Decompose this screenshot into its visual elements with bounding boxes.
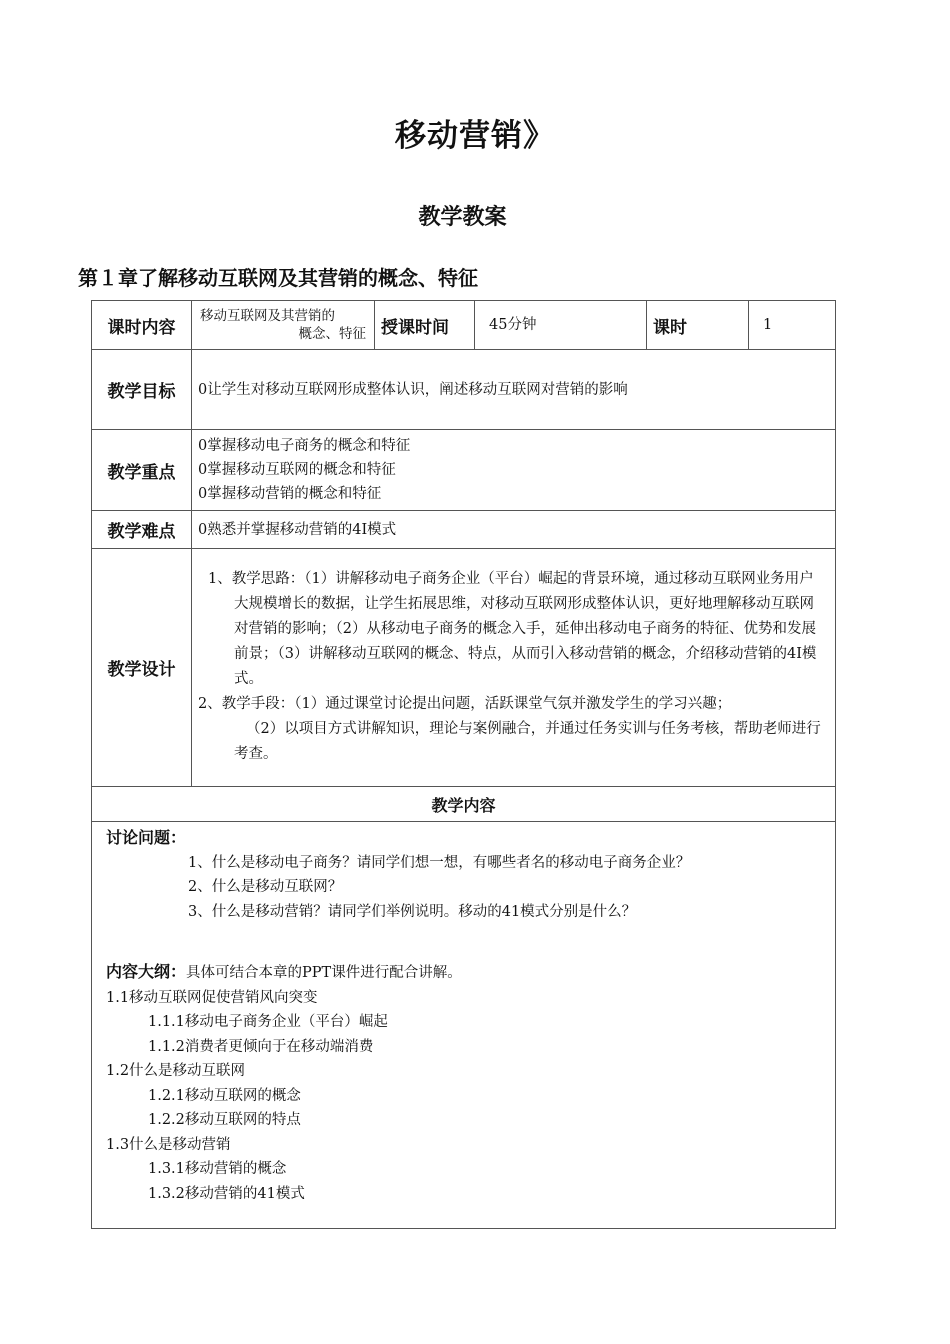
design-paragraph-2-first: 2、教学手段：（1）通过课堂讨论提出问题，活跃课堂气氛并激发学生的学习兴趣； — [198, 696, 732, 712]
outline-section: 1.1移动互联网促使营销风向突变 — [106, 989, 318, 1006]
design-paragraph-1: 1、教学思路：（1）讲解移动电子商务企业（平台）崛起的背景环境，通过移动互联网业务用户大规模增长的数据，让学生拓展思维，对移动互联网形成整体认识，更好地理解移动互联网对营销的影响；（2）从移动电子商务的概念入手，延伸出移动电子商务的特征、优势和发展前景；（3）讲解移动互联网的概念、特点，从而引入移动营销的概念，介绍移动营销的4I模式。 — [208, 571, 817, 687]
key-points-row — [92, 430, 836, 511]
key-point-item: 0掌握移动营销的概念和特征 — [198, 486, 382, 502]
outline-intro — [106, 960, 835, 986]
outline-subsection: 1.2.2移动互联网的特点 — [148, 1112, 301, 1128]
key-points-label: 教学重点 — [92, 430, 192, 511]
difficulty-text: 0熟悉并掌握移动营销的4I模式 — [192, 511, 836, 549]
outline-subsection: 1.3.2移动营销的41模式 — [148, 1185, 305, 1202]
difficulty-label: 教学难点 — [92, 511, 192, 549]
content-header: 教学内容 — [92, 787, 836, 822]
info-row — [92, 301, 836, 350]
design-paragraph-2-cont: （2）以项目方式讲解知识，理论与案例融合，并通过任务实训与任务考核，帮助老师进行考查。 — [234, 721, 821, 762]
outline-section: 1.3什么是移动营销 — [106, 1136, 231, 1153]
outline-subsection: 1.3.1移动营销的概念 — [148, 1161, 287, 1177]
design-label: 教学设计 — [92, 549, 192, 787]
hours-value: 1 — [749, 301, 836, 350]
topic-label: 课时内容 — [92, 301, 192, 350]
content-header-row — [92, 787, 836, 822]
document-subtitle: 教学教案 — [418, 205, 507, 230]
discussion-question: 2、什么是移动互联网？ — [188, 879, 343, 895]
objective-row — [92, 350, 836, 430]
time-value: 45分钟 — [475, 301, 647, 350]
outline-subsection: 1.1.1移动电子商务企业（平台）崛起 — [148, 1014, 388, 1030]
discussion-label: 讨论问题： — [106, 828, 187, 847]
outline-subsection: 1.2.1移动互联网的概念 — [148, 1087, 301, 1104]
chapter-heading: 第１章了解移动互联网及其营销的概念、特征 — [78, 266, 478, 290]
hours-label: 课时 — [647, 301, 749, 350]
objective-label: 教学目标 — [92, 350, 192, 430]
content-row — [92, 822, 836, 1229]
design-row — [92, 549, 836, 787]
topic-value-line1: 移动互联网及其营销的 — [200, 308, 335, 324]
outline-label: 内容大纲： — [106, 962, 187, 981]
outline-list — [106, 986, 835, 1207]
design-text — [192, 549, 836, 787]
design-paragraph-2 — [198, 692, 823, 767]
key-point-item: 0掌握移动互联网的概念和特征 — [198, 462, 396, 478]
key-point-item: 0掌握移动电子商务的概念和特征 — [198, 438, 411, 454]
lesson-plan-table — [91, 300, 836, 1229]
outline-section: 1.2什么是移动互联网 — [106, 1063, 246, 1079]
outline-note: 具体可结合本章的PPT课件进行配合讲解。 — [186, 965, 462, 981]
time-label: 授课时间 — [375, 301, 475, 350]
outline-subsection: 1.1.2消费者更倾向于在移动端消费 — [148, 1038, 374, 1055]
difficulty-row — [92, 511, 836, 549]
key-points-list — [192, 430, 836, 511]
document-title: 移动营销》 — [395, 118, 555, 154]
content-body — [92, 822, 836, 1229]
topic-value-line2: 概念、特征 — [298, 326, 366, 342]
topic-value — [192, 301, 375, 350]
discussion-question: 1、什么是移动电子商务？请同学们想一想，有哪些者名的移动电子商务企业？ — [188, 854, 691, 871]
discussion-question: 3、什么是移动营销？请同学们举例说明。移动的41模式分别是什么？ — [188, 903, 637, 920]
objective-text: 0让学生对移动互联网形成整体认识，阐述移动互联网对营销的影响 — [192, 350, 836, 430]
